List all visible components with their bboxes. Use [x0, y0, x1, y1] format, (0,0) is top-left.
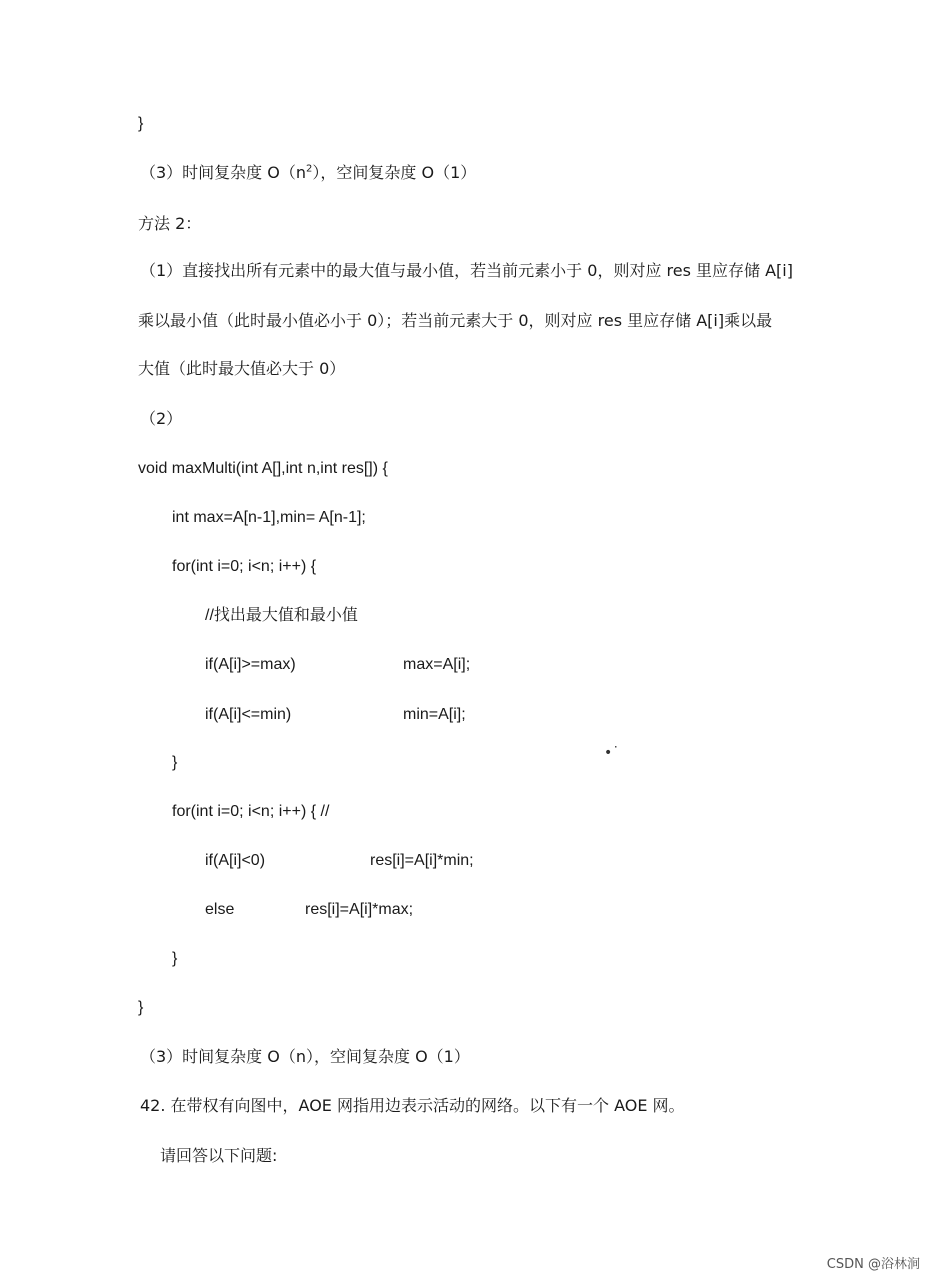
code-var-decl: int max=A[n-1],min= A[n-1]; [172, 509, 366, 526]
code-res-max: res[i]=A[i]*max; [305, 901, 414, 918]
complexity-line-1 [140, 162, 476, 184]
code-else: else [205, 901, 235, 918]
csdn-watermark: CSDN @浴林涧 [826, 1257, 920, 1272]
code-assign-min: min=A[i]; [403, 706, 466, 723]
paragraph-line-1: （1）直接找出所有元素中的最大值与最小值，若当前元素小于 0，则对应 res 里应存储 A[i] [140, 261, 793, 280]
paragraph-line-2: 乘以最小值（此时最小值必小于 0）；若当前元素大于 0，则对应 res 里应存储 A[i]乘以最 [138, 311, 773, 330]
section-2-label: （2） [140, 409, 183, 428]
code-function-signature: void maxMulti(int A[],int n,int res[]) { [138, 460, 388, 477]
complexity-text-post: ），空间复杂度 O（1） [312, 163, 477, 182]
complexity-line-2: （3）时间复杂度 O（n），空间复杂度 O（1） [140, 1047, 470, 1066]
code-for-loop-2: for(int i=0; i<n; i++) { // [172, 803, 330, 820]
code-if-min: if(A[i]<=min) [205, 706, 292, 723]
closing-brace: } [138, 115, 144, 132]
code-close-brace-1: } [172, 754, 178, 771]
question-prompt: 请回答以下问题: [160, 1146, 278, 1165]
code-if-negative: if(A[i]<0) [205, 852, 266, 869]
paragraph-line-3: 大值（此时最大值必大于 0） [138, 359, 346, 378]
code-for-loop-1: for(int i=0; i<n; i++) { [172, 558, 317, 575]
code-close-brace-3: } [138, 999, 144, 1016]
method-2-heading: 方法 2： [138, 214, 202, 233]
code-close-brace-2: } [172, 950, 178, 967]
question-42: 42. 在带权有向图中，AOE 网指用边表示活动的网络。以下有一个 AOE 网。 [140, 1096, 685, 1115]
code-assign-max: max=A[i]; [403, 656, 471, 673]
code-comment: //找出最大值和最小值 [205, 607, 358, 624]
stray-mark: •˙ [604, 745, 620, 761]
code-if-max: if(A[i]>=max) [205, 656, 296, 673]
code-res-min: res[i]=A[i]*min; [370, 852, 474, 869]
complexity-superscript: 2 [306, 163, 313, 175]
complexity-text-pre: （3）时间复杂度 O（n [140, 163, 307, 182]
